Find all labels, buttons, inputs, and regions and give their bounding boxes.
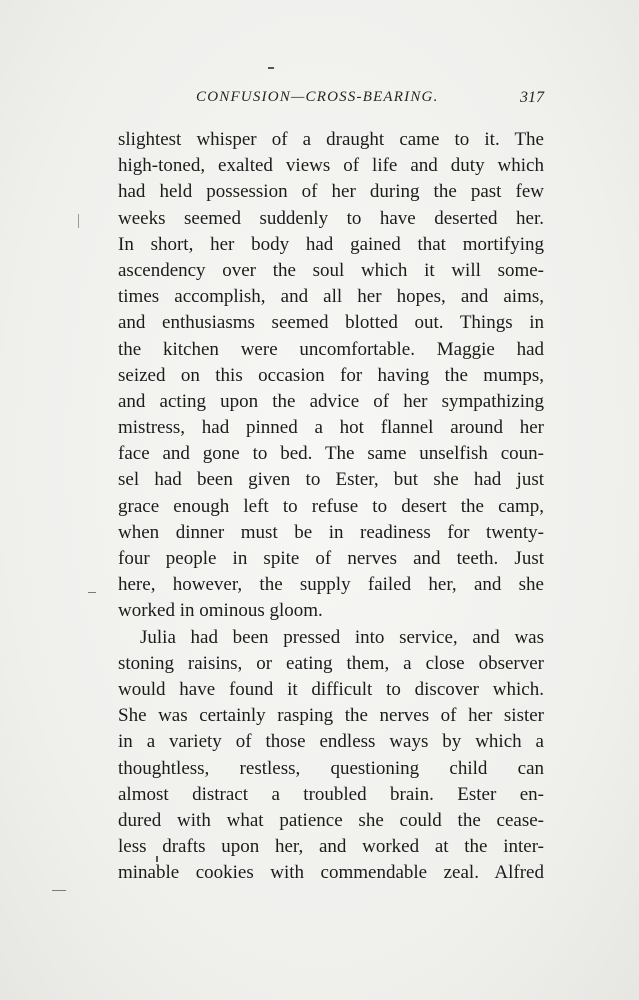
page-number: 317 (520, 89, 544, 106)
text-line: would have found it difficult to discover which. (118, 678, 544, 700)
text-line: four people in spite of nerves and teeth. Just (118, 548, 544, 569)
ink-speck (268, 67, 274, 69)
text-line: worked in ominous gloom. (118, 600, 323, 622)
text-line: almost distract a troubled brain. Ester en- (118, 783, 544, 805)
text-line: sel had been given to Ester, but she had just (118, 469, 544, 491)
text-line: and acting upon the advice of her sympathizing (118, 390, 544, 412)
text-line: thoughtless, restless, questioning child can (118, 757, 544, 779)
text-line: face and gone to bed. The same unselfish coun- (118, 443, 544, 465)
text-line: dured with what patience she could the cease- (118, 809, 544, 831)
text-line: slightest whisper of a draught came to it. The (118, 129, 544, 150)
text-line: weeks seemed suddenly to have deserted her. (118, 207, 544, 229)
text-line: high-toned, exalted views of life and duty which (118, 155, 544, 177)
paragraph (118, 625, 544, 887)
text-line: in a variety of those endless ways by which a (118, 731, 544, 753)
text-line: seized on this occasion for having the mumps, (118, 364, 544, 386)
text-line: here, however, the supply failed her, and she (118, 574, 544, 596)
body-text (118, 127, 544, 886)
text-line: mistress, had pinned a hot flannel around her (118, 417, 544, 439)
text-line: grace enough left to refuse to desert the camp, (118, 495, 544, 517)
text-line: Julia had been pressed into service, and was (140, 626, 544, 648)
text-line: had held possession of her during the past few (118, 181, 544, 203)
text-line: and enthusiasms seemed blotted out. Things in (118, 312, 544, 334)
text-line: when dinner must be in readiness for twenty- (118, 521, 544, 543)
text-line: ascendency over the soul which it will some- (118, 259, 544, 281)
text-line: minable cookies with commendable zeal. Alfred (118, 862, 544, 884)
running-title: CONFUSION—CROSS-BEARING. (196, 89, 439, 105)
text-line: less drafts upon her, and worked at the inter- (118, 836, 544, 858)
text-line: In short, her body had gained that mortifying (118, 233, 544, 255)
margin-mark (88, 592, 96, 593)
paragraph (118, 127, 544, 625)
margin-mark (52, 890, 66, 891)
text-line: She was certainly rasping the nerves of her sister (118, 705, 544, 727)
text-line: times accomplish, and all her hopes, and aims, (118, 286, 544, 308)
running-head (118, 89, 544, 113)
text-line: stoning raisins, or eating them, a close observer (118, 652, 544, 674)
ink-speck (78, 214, 79, 228)
text-line: the kitchen were uncomfortable. Maggie had (118, 338, 544, 360)
